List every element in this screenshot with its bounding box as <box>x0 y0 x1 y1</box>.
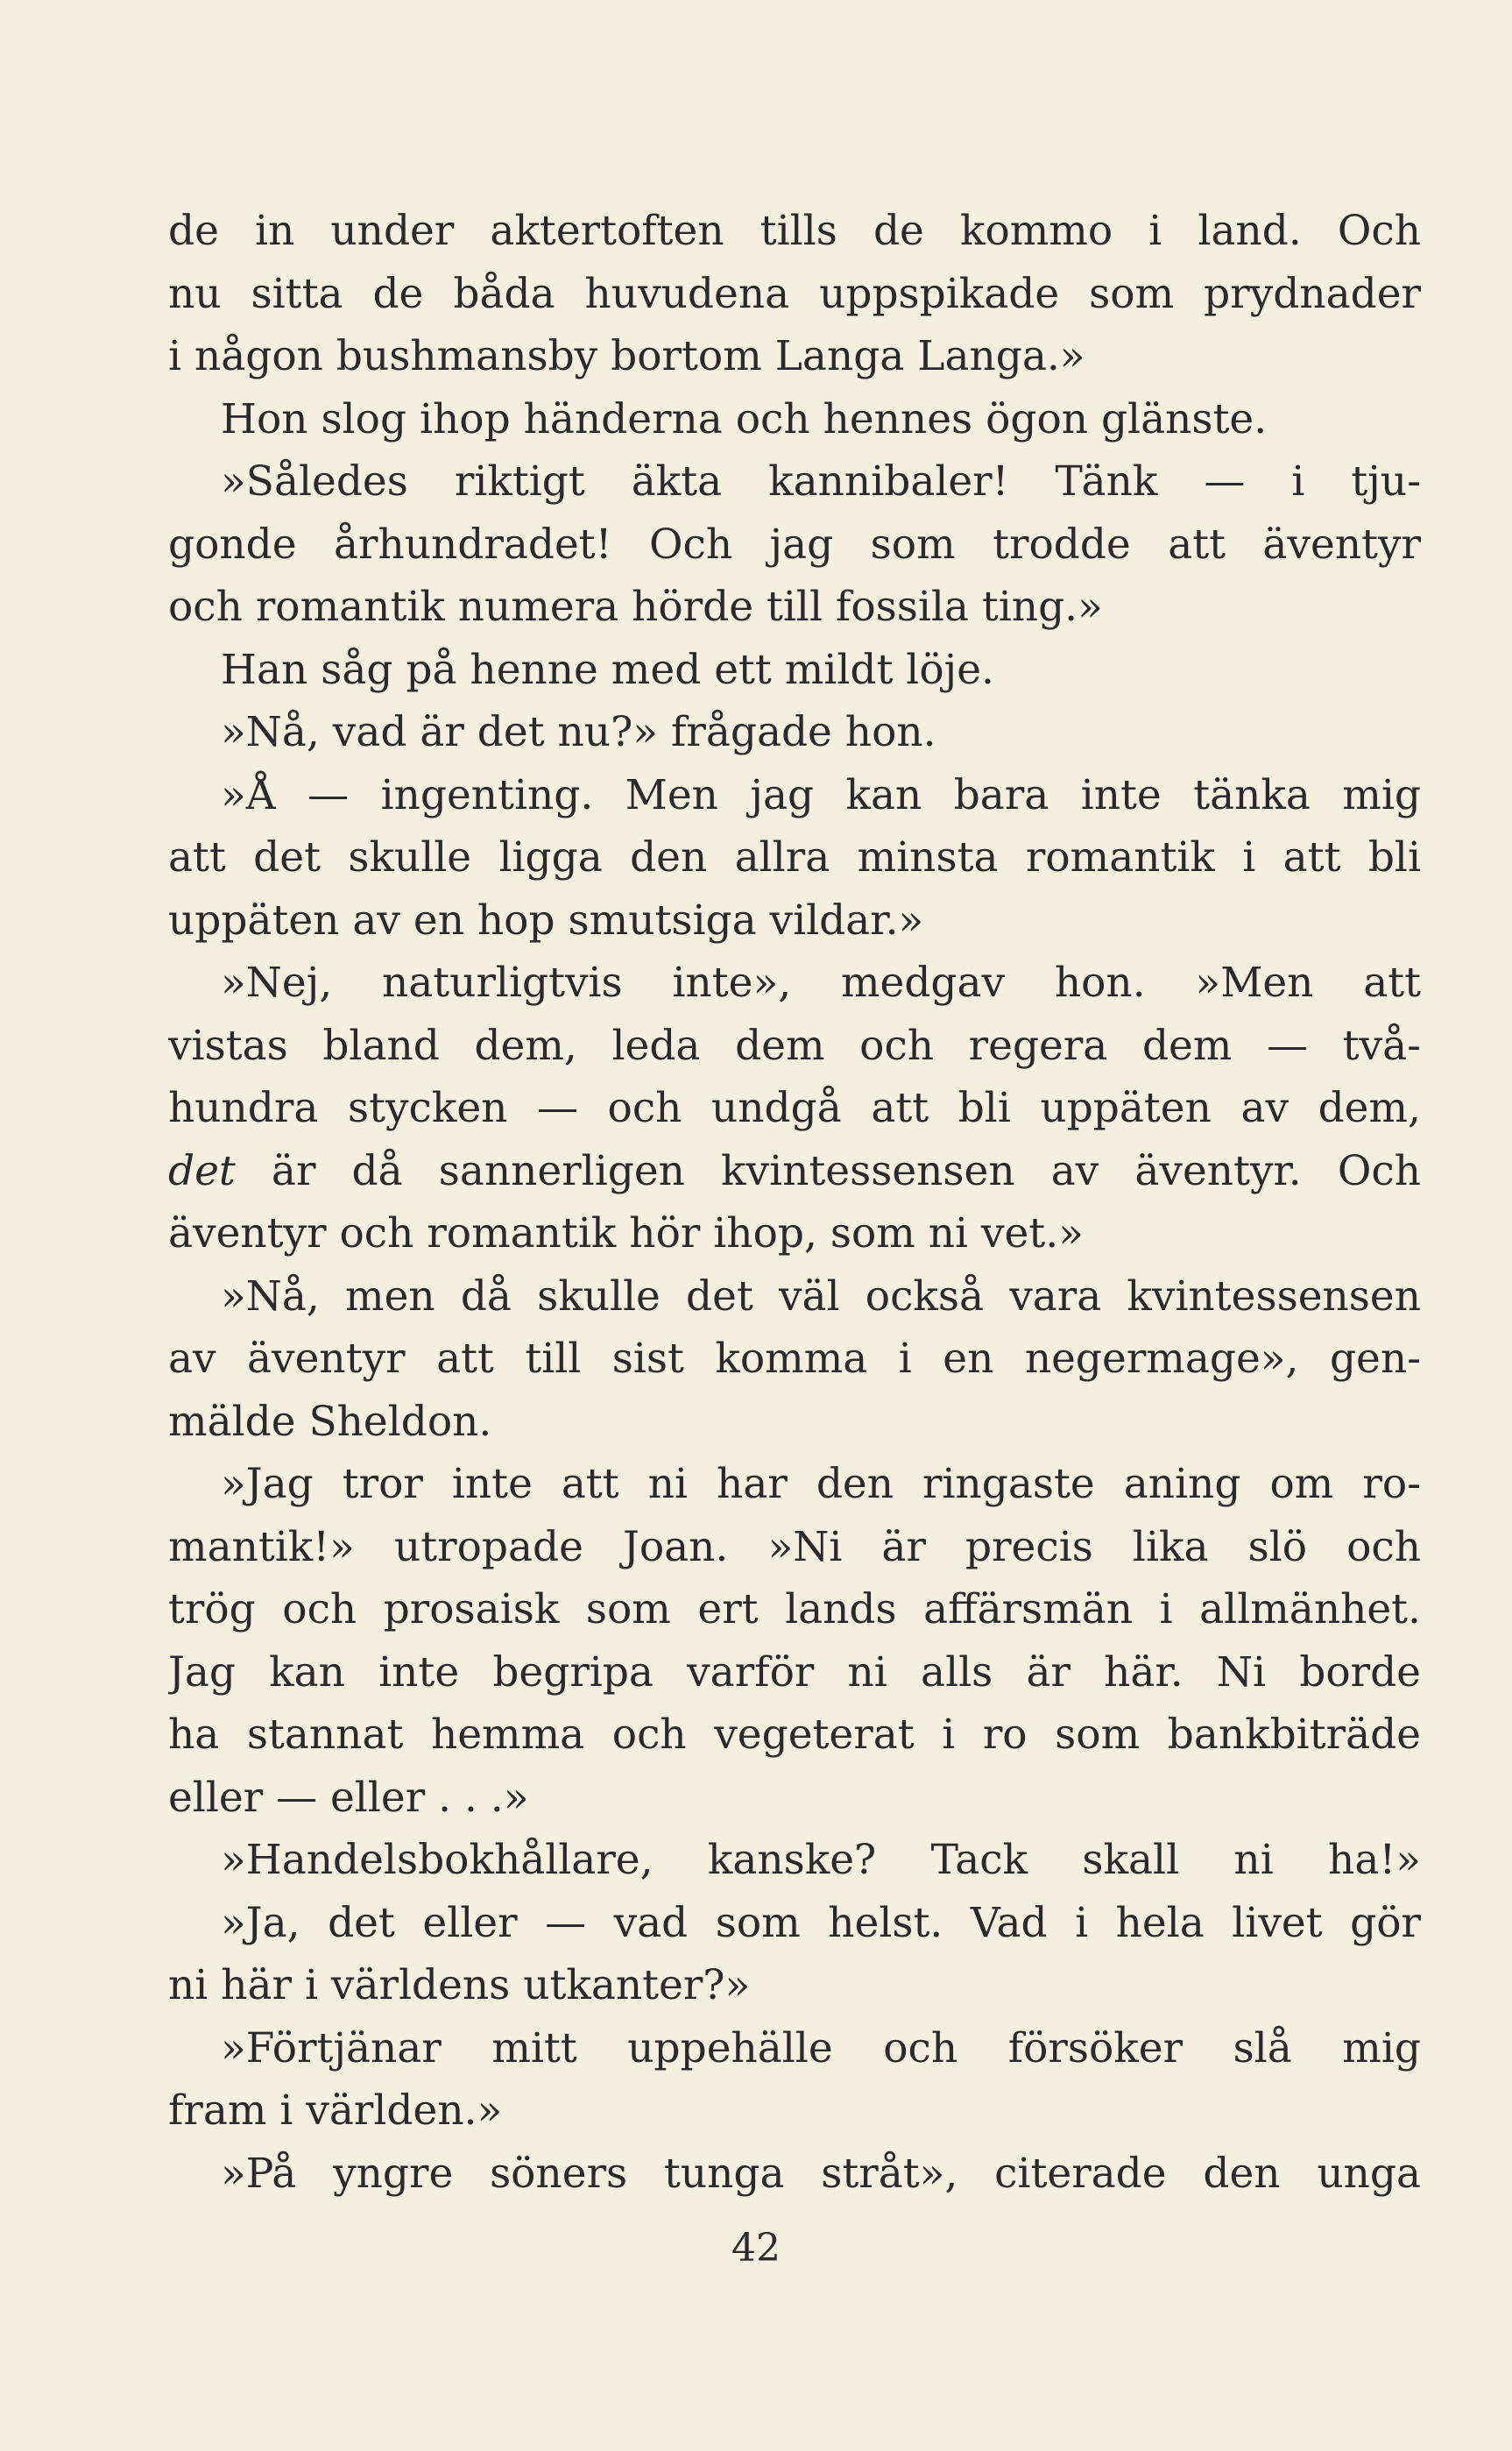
text-line: Han såg på henne med ett mildt löje. <box>221 645 994 694</box>
text-line: »Nå, men då skulle det väl också vara kvintessensen <box>221 1272 1421 1321</box>
text-line: och romantik numera hörde till fossila ting.» <box>168 583 1103 631</box>
text-line: »Ja, det eller — vad som helst. Vad i hela livet gör <box>221 1898 1421 1947</box>
page-number: 42 <box>731 2226 781 2270</box>
text-line: nu sitta de båda huvudena uppspikade som prydnader <box>168 269 1421 318</box>
italic-word: det <box>168 1146 236 1195</box>
text-line: »Förtjänar mitt uppehälle och försöker slå mig <box>221 2023 1421 2072</box>
text-line: trög och prosaisk som ert lands affärsmän i allmänhet. <box>168 1585 1421 1633</box>
text-line: »Nå, vad är det nu?» frågade hon. <box>221 708 936 756</box>
text-line: vistas bland dem, leda dem och regera dem — två- <box>168 1021 1421 1070</box>
text-line: uppäten av en hop smutsiga vildar.» <box>168 896 924 945</box>
text-line: »Nej, naturligtvis inte», medgav hon. »Men att <box>221 959 1421 1007</box>
text-line-rest: är då sannerligen kvintessensen av äventyr. Och <box>271 1146 1421 1195</box>
text-line: eller — eller . . .» <box>168 1773 529 1822</box>
text-line: de in under aktertoften tills de kommo i land. Och <box>168 207 1421 255</box>
text-line: Jag kan inte begripa varför ni alls är här. Ni borde <box>168 1647 1421 1697</box>
text-line: »Å — ingenting. Men jag kan bara inte tänka mig <box>221 770 1421 819</box>
text-line: att det skulle ligga den allra minsta romantik i att bli <box>168 833 1421 882</box>
text-line: fram i världen.» <box>168 2086 503 2135</box>
text-line: äventyr och romantik hör ihop, som ni vet.» <box>168 1209 1084 1257</box>
text-line: hundra stycken — och undgå att bli uppäten av dem, <box>168 1084 1421 1132</box>
text-line: av äventyr att till sist komma i en negermage», gen- <box>168 1335 1421 1383</box>
text-line: mälde Sheldon. <box>168 1397 492 1446</box>
body-text <box>168 200 1421 2205</box>
text-line: Hon slog ihop händerna och hennes ögon glänste. <box>221 394 1268 443</box>
text-line: i någon bushmansby bortom Langa Langa.» <box>168 332 1085 380</box>
text-line: ha stannat hemma och vegeterat i ro som bankbiträde <box>168 1711 1421 1759</box>
text-line: »Således riktigt äkta kannibaler! Tänk — i tju- <box>221 457 1421 506</box>
text-line: »Jag tror inte att ni har den ringaste aning om ro- <box>221 1460 1421 1508</box>
text-line: ni här i världens utkanter?» <box>168 1961 751 2009</box>
text-line: »Handelsbokhållare, kanske? Tack skall ni ha!» <box>221 1836 1421 1884</box>
text-line-with-italic <box>168 1140 1421 1203</box>
text-line: gonde århundradet! Och jag som trodde att äventyr <box>168 520 1421 569</box>
text-line: »På yngre söners tunga stråt», citerade den unga <box>221 2149 1421 2198</box>
text-line: mantik!» utropade Joan. »Ni är precis lika slö och <box>168 1522 1421 1571</box>
